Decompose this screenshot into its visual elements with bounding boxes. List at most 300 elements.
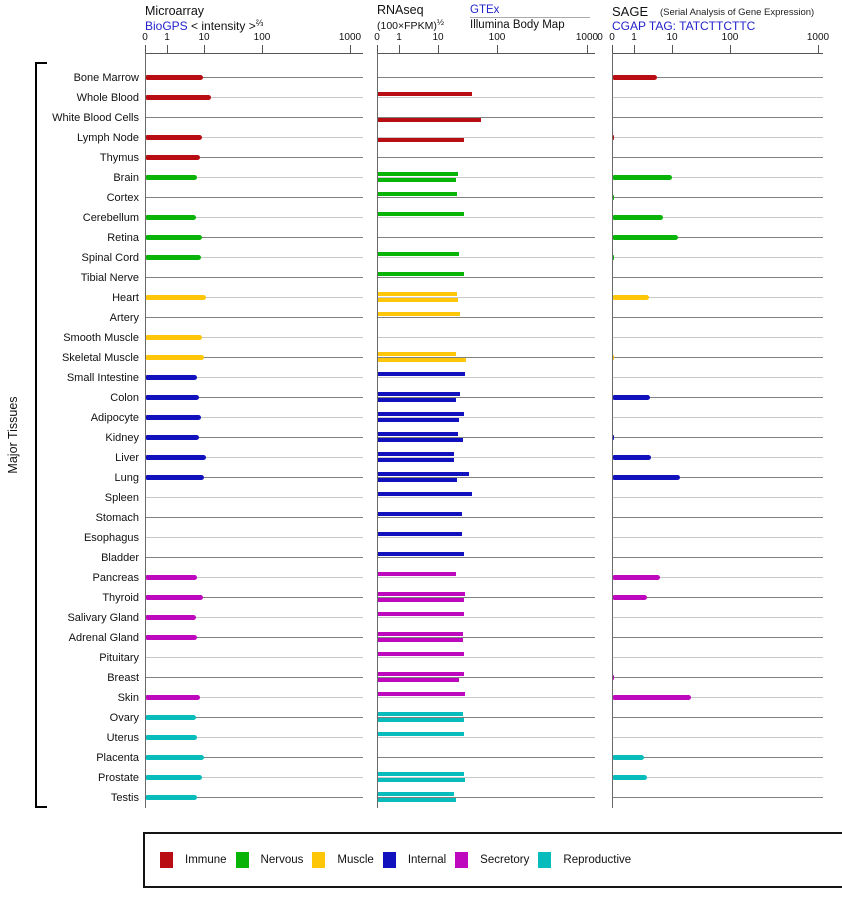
sage-bar [612,575,660,580]
x-axis-line [145,53,363,54]
bracket-top-arm [35,62,47,64]
panel-track-rnaseq [377,528,595,548]
panel-track-rnaseq [377,448,595,468]
panel-track-microarray [145,88,363,108]
panel-track-rnaseq [377,728,595,748]
x-axis-tick [350,45,351,53]
panel-track-sage [612,668,823,688]
baseline [377,337,595,338]
gtex-bar [377,692,465,696]
sage-bar [612,475,680,480]
legend-swatch-muscle [312,852,325,868]
sage-bar [612,695,691,700]
tissue-label: Adipocyte [90,412,139,424]
panel-axis-vline [377,53,378,808]
tissue-rows [0,68,842,808]
tissue-row [0,548,842,568]
x-axis-microarray [142,32,363,54]
gtex-bar [377,592,465,596]
baseline [377,317,595,318]
x-axis-tick [587,45,588,53]
tissue-label: Prostate [98,772,139,784]
sage-bar [612,235,678,240]
baseline [612,197,823,198]
tissue-label: Kidney [105,432,139,444]
x-axis-rnaseq [374,32,603,54]
baseline [377,377,595,378]
x-axis-tick-label: 1 [631,32,637,43]
baseline [612,797,823,798]
gtex-bar [377,532,462,536]
tissue-row [0,568,842,588]
panel-track-microarray [145,368,363,388]
panel-track-sage [612,108,823,128]
panel-track-rnaseq [377,428,595,448]
microarray-bar [145,355,204,360]
tissue-row [0,128,842,148]
tissue-row [0,68,842,88]
panel-axis-vline [145,53,146,808]
panel-track-sage [612,568,823,588]
tissue-row [0,108,842,128]
panel-track-rnaseq [377,708,595,728]
microarray-bar [145,415,201,420]
panel-track-microarray [145,108,363,128]
microarray-bar [145,755,204,760]
baseline [612,557,823,558]
microarray-subtitle [145,19,263,33]
microarray-bar [145,475,204,480]
tissue-row [0,288,842,308]
legend-label: Nervous [260,854,304,866]
rnaseq-title: RNAseq [377,3,424,17]
tissue-label: Smooth Muscle [63,332,139,344]
baseline [377,697,595,698]
microarray-bar [145,75,203,80]
panel-track-microarray [145,268,363,288]
gtex-bar [377,552,464,556]
panel-track-sage [612,548,823,568]
microarray-bar [145,155,200,160]
tissue-row [0,788,842,808]
baseline [377,77,595,78]
microarray-bar [145,455,206,460]
tissue-label: Ovary [109,712,139,724]
panel-track-microarray [145,488,363,508]
baseline [612,437,823,438]
stray-zero-label: 0 [597,32,603,43]
tissue-row [0,728,842,748]
biogps-link[interactable]: BioGPS [145,19,188,33]
baseline [377,537,595,538]
panel-track-microarray [145,748,363,768]
legend-swatch-secretory [455,852,468,868]
cgap-tag-link[interactable]: CGAP TAG: TATCTTCTTC [612,19,756,33]
illumina-bar [377,598,464,602]
baseline [145,117,363,118]
tissue-row [0,588,842,608]
baseline [612,357,823,358]
legend-item-reproductive [538,852,631,868]
baseline [377,557,595,558]
panel-track-sage [612,288,823,308]
panel-track-rnaseq [377,628,595,648]
panel-track-sage [612,88,823,108]
panel-track-microarray [145,388,363,408]
panel-track-rnaseq [377,368,595,388]
panel-track-sage [612,188,823,208]
tissue-row [0,388,842,408]
tissue-label: White Blood Cells [52,112,139,124]
panel-track-sage [612,728,823,748]
baseline [612,337,823,338]
rnaseq-formula: (100×FPKM)$^{\frac{1}{2}}$ [377,17,444,32]
panel-track-sage [612,348,823,368]
tissue-label: Bone Marrow [73,72,139,84]
gtex-bar [377,392,460,396]
baseline [612,97,823,98]
microarray-bar [145,715,196,720]
sage-bar [612,295,649,300]
legend-swatch-nervous [236,852,249,868]
tissue-label: Thyroid [102,592,139,604]
microarray-title: Microarray [145,4,205,18]
sage-bar [612,595,647,600]
tissue-label: Whole Blood [76,92,139,104]
legend-item-muscle [312,852,373,868]
panel-track-microarray [145,548,363,568]
tissue-row [0,748,842,768]
microarray-bar [145,375,197,380]
intensity-label: < intensity > [191,19,256,33]
panel-track-rnaseq [377,308,595,328]
tissue-row [0,148,842,168]
panel-track-microarray [145,688,363,708]
tissue-row [0,668,842,688]
panel-track-rnaseq [377,108,595,128]
panel-track-rnaseq [377,548,595,568]
panel-track-rnaseq [377,768,595,788]
panel-track-sage [612,428,823,448]
panel-track-sage [612,168,823,188]
panel-track-sage [612,748,823,768]
microarray-bar [145,215,196,220]
panel-axis-vline [612,53,613,808]
tissue-label: Spinal Cord [81,252,139,264]
baseline [612,657,823,658]
illumina-bar [377,438,463,442]
panel-track-microarray [145,228,363,248]
panel-track-microarray [145,568,363,588]
illumina-bar [377,138,464,142]
panel-track-rnaseq [377,268,595,288]
tissue-row [0,168,842,188]
panel-track-microarray [145,768,363,788]
panel-track-sage [612,468,823,488]
baseline [377,757,595,758]
microarray-bar [145,435,199,440]
tissue-row [0,508,842,528]
baseline [612,737,823,738]
x-axis-tick-label: 0 [374,32,380,43]
panel-track-microarray [145,728,363,748]
baseline [377,217,595,218]
legend-swatch-reproductive [538,852,551,868]
baseline [612,137,823,138]
tissue-label: Artery [109,312,139,324]
baseline [612,517,823,518]
gtex-bar [377,252,459,256]
gtex-bar [377,632,463,636]
x-axis-tick-label: 10 [432,32,444,43]
baseline [145,317,363,318]
tissue-row [0,248,842,268]
panel-track-rnaseq [377,788,595,808]
baseline [612,537,823,538]
panel-track-rnaseq [377,128,595,148]
gtex-bar [377,92,472,96]
sage-bar [612,755,644,760]
sage-bar [612,455,651,460]
panel-track-sage [612,368,823,388]
sage-bar [612,395,650,400]
x-axis-tick [672,45,673,53]
panel-track-rnaseq [377,208,595,228]
x-axis-tick-label: 0 [142,32,148,43]
baseline [145,497,363,498]
x-axis-tick-label: 100 [721,32,739,43]
panel-track-microarray [145,168,363,188]
gtex-bar [377,172,458,176]
baseline [612,617,823,618]
microarray-bar [145,735,197,740]
x-axis-tick-label: 1 [396,32,402,43]
illumina-bar [377,418,459,422]
legend-label: Muscle [337,854,374,866]
panel-track-rnaseq [377,568,595,588]
baseline [377,237,595,238]
panel-track-sage [612,508,823,528]
tissue-row [0,208,842,228]
tissue-label: Small Intestine [66,372,139,384]
panel-track-rnaseq [377,388,595,408]
gtex-bar [377,292,457,296]
tissue-row [0,368,842,388]
illumina-bar [377,798,456,802]
tissue-label: Stomach [95,512,139,524]
microarray-bar [145,295,206,300]
legend-swatch-internal [383,852,396,868]
x-axis-tick-label: 1000 [338,32,362,43]
panel-track-rnaseq [377,68,595,88]
gtex-bar [377,512,462,516]
microarray-bar [145,395,199,400]
panel-track-microarray [145,628,363,648]
panel-track-microarray [145,148,363,168]
panel-track-rnaseq [377,228,595,248]
baseline [612,117,823,118]
microarray-bar [145,595,203,600]
gtex-bar [377,492,472,496]
x-axis-tick [497,45,498,53]
tissue-label: Uterus [106,732,139,744]
gtex-bar [377,352,456,356]
panel-track-sage [612,588,823,608]
baseline [612,417,823,418]
panel-track-microarray [145,348,363,368]
illumina-bar [377,678,459,682]
panel-track-rnaseq [377,668,595,688]
tissue-row [0,768,842,788]
gtex-bar [377,772,464,776]
x-axis-tick [612,45,613,53]
baseline [145,657,363,658]
tissue-label: Skeletal Muscle [61,352,139,364]
gtex-bar [377,372,465,376]
panel-track-rnaseq [377,588,595,608]
microarray-bar [145,255,201,260]
gtex-bar [377,712,463,716]
tissue-label: Pituitary [99,652,139,664]
tissue-row [0,268,842,288]
baseline [377,657,595,658]
panel-track-microarray [145,188,363,208]
panel-track-microarray [145,248,363,268]
illumina-bar [377,398,456,402]
panel-track-microarray [145,468,363,488]
tissue-row [0,188,842,208]
illumina-bar [377,638,463,642]
microarray-bar [145,175,197,180]
illumina-bar [377,118,481,122]
panel-track-sage [612,328,823,348]
legend-label: Secretory [480,854,530,866]
panel-track-rnaseq [377,328,595,348]
tissue-label: Cortex [106,192,139,204]
panel-track-sage [612,228,823,248]
x-axis-tick [438,45,439,53]
baseline [612,277,823,278]
panel-track-microarray [145,208,363,228]
x-axis-tick [818,45,819,53]
tissue-row [0,348,842,368]
legend-item-internal [383,852,446,868]
gtex-bar [377,452,454,456]
panel-track-microarray [145,528,363,548]
gtex-bar [377,472,469,476]
microarray-bar [145,635,197,640]
baseline [612,257,823,258]
microarray-bar [145,615,196,620]
tissue-label: Spleen [104,492,139,504]
tissue-label: Testis [110,792,139,804]
panel-track-sage [612,248,823,268]
panel-track-sage [612,408,823,428]
legend-label: Internal [407,854,447,866]
tissue-row [0,488,842,508]
panel-track-sage [612,688,823,708]
panel-track-microarray [145,648,363,668]
gtex-bar [377,572,456,576]
legend-label: Reproductive [563,854,632,866]
legend-label: Immune [185,854,227,866]
panel-track-sage [612,148,823,168]
panel-track-microarray [145,288,363,308]
tissue-group-legend [143,832,842,888]
panel-track-rnaseq [377,468,595,488]
tissue-label: Pancreas [92,572,139,584]
gtex-link[interactable]: GTEx [470,4,500,16]
panel-track-rnaseq [377,288,595,308]
rnaseq-exponent: ½ [436,17,444,27]
baseline [612,677,823,678]
panel-track-sage [612,68,823,88]
panel-track-sage [612,388,823,408]
gtex-bar [377,192,457,196]
baseline [145,277,363,278]
baseline [377,197,595,198]
baseline [377,617,595,618]
baseline [377,277,595,278]
x-axis-tick [204,45,205,53]
panel-track-sage [612,708,823,728]
tissue-row [0,528,842,548]
panel-track-microarray [145,408,363,428]
panel-track-rnaseq [377,168,595,188]
panel-track-rnaseq [377,688,595,708]
tissue-row [0,468,842,488]
tissue-label: Retina [107,232,139,244]
microarray-bar [145,775,202,780]
illumina-bar [377,358,466,362]
baseline [377,257,595,258]
panel-track-microarray [145,428,363,448]
baseline [145,517,363,518]
tissue-row [0,88,842,108]
x-axis-tick-label: 100 [253,32,271,43]
baseline [145,537,363,538]
tissue-label: Heart [112,292,139,304]
tissue-label: Bladder [101,552,139,564]
gtex-bar [377,272,464,276]
baseline [377,737,595,738]
panel-track-sage [612,528,823,548]
tissue-label: Lung [114,472,139,484]
tissue-row [0,328,842,348]
gtex-bar [377,412,464,416]
tissue-label: Esophagus [83,532,139,544]
x-axis-sage [609,32,830,54]
panel-track-microarray [145,328,363,348]
tissue-label: Thymus [99,152,139,164]
panel-track-sage [612,608,823,628]
tissue-label: Tibial Nerve [80,272,139,284]
legend-item-nervous [236,852,304,868]
microarray-bar [145,135,202,140]
illumina-bar [377,178,456,182]
tissue-label: Adrenal Gland [68,632,139,644]
x-axis-tick [167,45,168,53]
panel-track-rnaseq [377,88,595,108]
baseline [145,197,363,198]
panel-track-sage [612,788,823,808]
illumina-body-map-label: Illumina Body Map [470,19,565,31]
baseline [377,157,595,158]
panel-track-sage [612,308,823,328]
x-axis-tick-label: 1 [164,32,170,43]
microarray-bar [145,235,202,240]
x-axis-tick-label: 100 [488,32,506,43]
